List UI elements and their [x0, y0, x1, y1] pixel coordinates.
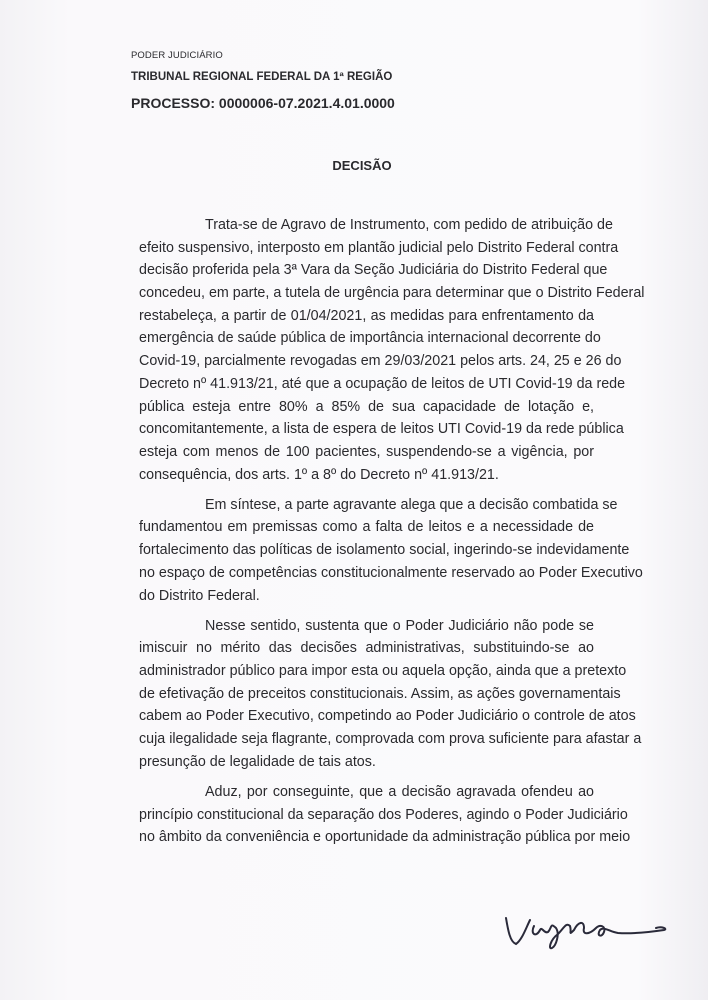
paragraph: [139, 615, 642, 774]
text-line: pública esteja entre 80% a 85% de sua capacidade de lotação e,: [139, 398, 594, 415]
text-line: imiscuir no mérito das decisões administrativas, substituindo-se ao: [139, 640, 594, 657]
text-line: fortalecimento das políticas de isolamento social, ingerindo-se indevidamente: [139, 542, 630, 559]
text-line: de efetivação de preceitos constitucionais. Assim, as ações governamentais: [139, 685, 621, 702]
text-line: fundamentou em premissas como a falta de leitos e a necessidade de: [139, 519, 594, 536]
text-line: presunção de legalidade de tais atos.: [139, 753, 376, 770]
text-line: Em síntese, a parte agravante alega que a decisão combatida se: [205, 496, 618, 513]
text-line: Decreto nº 41.913/21, até que a ocupação de leitos de UTI Covid-19 da rede: [139, 375, 626, 392]
text-line: Aduz, por conseguinte, que a decisão agravada ofendeu ao: [205, 784, 594, 800]
paragraph: [139, 781, 631, 849]
text-line: cuja ilegalidade seja flagrante, comprovada com prova suficiente para afastar a: [139, 731, 642, 748]
text-line: concedeu, em parte, a tutela de urgência para determinar que o Distrito Federal: [139, 285, 645, 302]
text-line: consequência, dos arts. 1º a 8º do Decreto nº 41.913/21.: [139, 466, 499, 483]
text-line: Nesse sentido, sustenta que o Poder Judiciário não pode se: [205, 617, 594, 634]
handwritten-signature: [500, 900, 675, 955]
text-line: esteja com menos de 100 pacientes, suspendendo-se a vigência, por: [139, 443, 594, 460]
document-body: [139, 214, 645, 857]
text-line: decisão proferida pela 3ª Vara da Seção Judiciária do Distrito Federal que: [139, 262, 608, 279]
text-line: efeito suspensivo, interposto em plantão judicial pelo Distrito Federal contra: [139, 239, 619, 256]
court-name: PODER JUDICIÁRIO: [131, 50, 223, 61]
paragraph: [139, 494, 643, 607]
text-line: princípio constitucional da separação dos Poderes, agindo o Poder Judiciário: [139, 806, 628, 823]
document-title: DECISÃO: [332, 158, 392, 173]
text-line: concomitantemente, a lista de espera de leitos UTI Covid-19 da rede pública: [139, 421, 624, 438]
text-line: no âmbito da conveniência e oportunidade da administração pública por meio: [139, 829, 631, 846]
tribunal-name: TRIBUNAL REGIONAL FEDERAL DA 1ª REGIÃO: [131, 71, 393, 83]
process-number: PROCESSO: 0000006-07.2021.4.01.0000: [131, 95, 395, 111]
text-line: administrador público para impor esta ou aquela opção, ainda que a pretexto: [139, 663, 627, 680]
text-line: no espaço de competências constitucionalmente reservado ao Poder Executivo: [139, 564, 643, 581]
text-line: do Distrito Federal.: [139, 587, 260, 604]
text-line: Covid-19, parcialmente revogadas em 29/03/2021 pelos arts. 24, 25 e 26 do: [139, 353, 622, 370]
paragraph: [139, 214, 645, 486]
text-line: emergência de saúde pública de importância internacional decorrente do: [139, 330, 601, 347]
text-line: restabeleça, a partir de 01/04/2021, as medidas para enfrentamento da: [139, 307, 594, 324]
text-line: cabem ao Poder Executivo, competindo ao Poder Judiciário o controle de atos: [139, 708, 636, 725]
text-line: Trata-se de Agravo de Instrumento, com pedido de atribuição de: [205, 217, 613, 233]
